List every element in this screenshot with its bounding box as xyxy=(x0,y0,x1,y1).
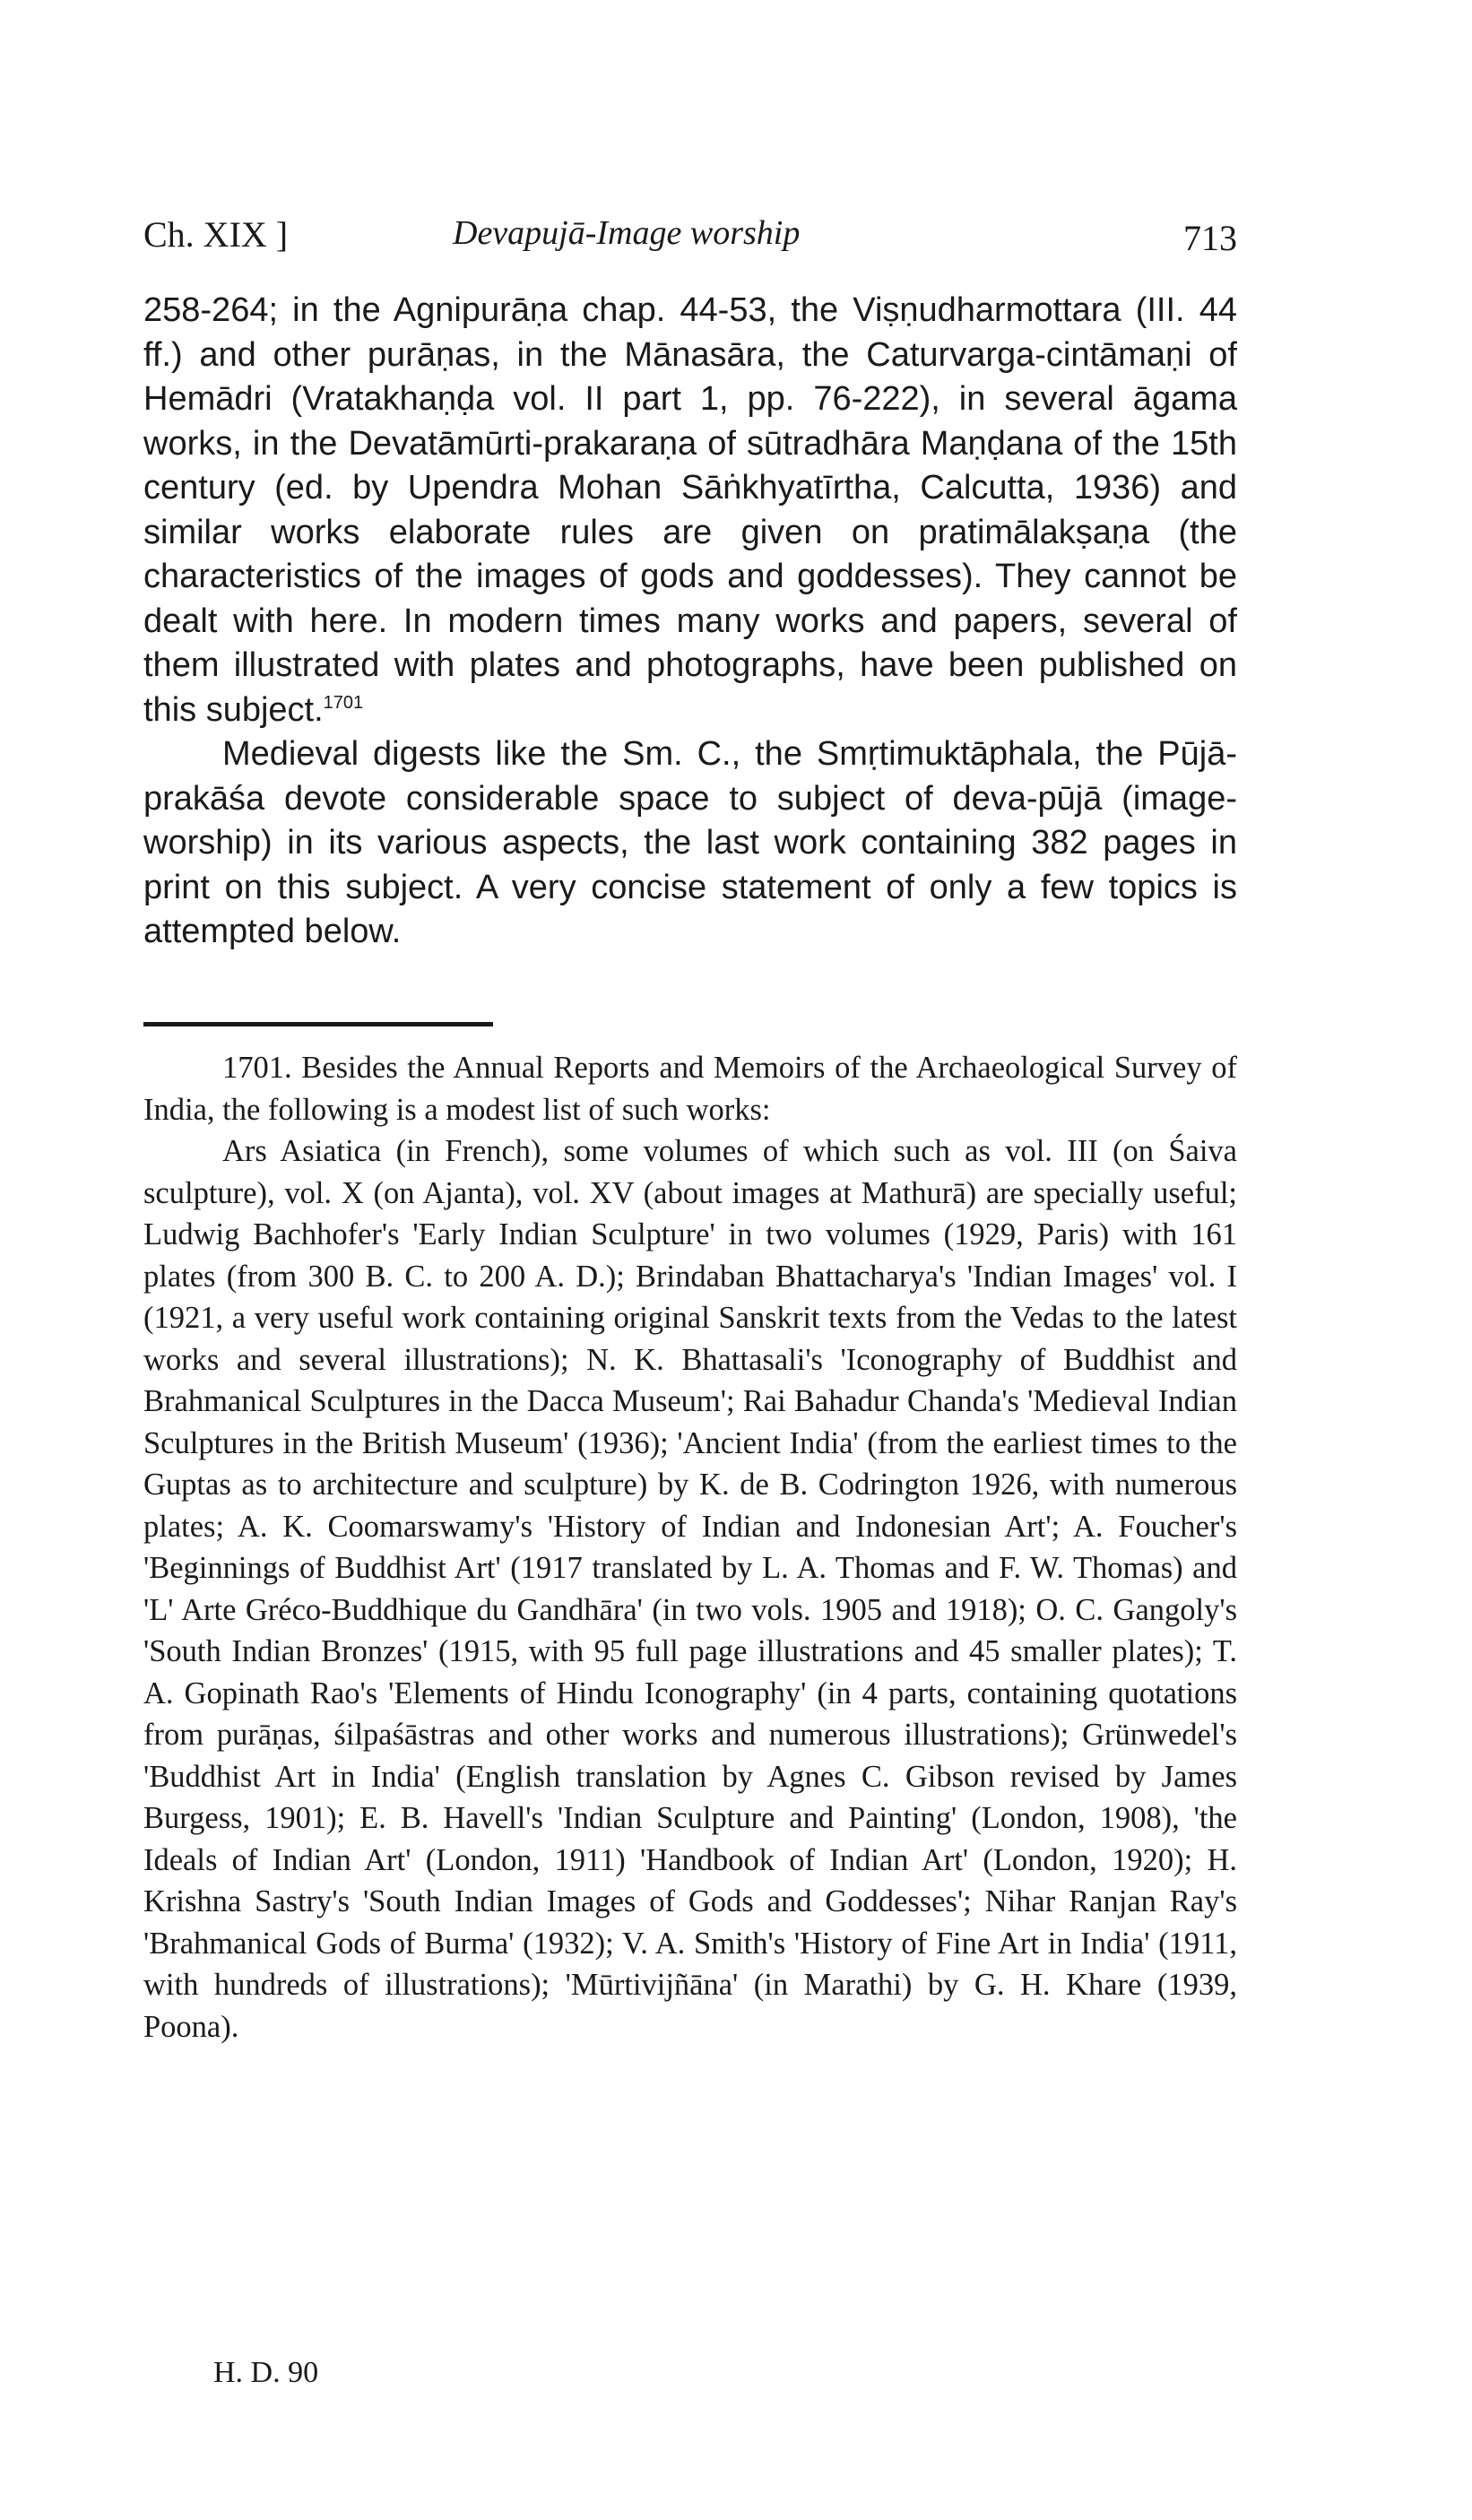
body-paragraph-text: 258-264; in the Agnipurāṇa chap. 44-53, the Viṣṇudharmottara (III. 44 ff.) and other purāṇas, in the Mānasāra, the Caturvarga-cintāmaṇi of Hemādri (Vratakhaṇḍa vol. II part 1, pp. 76-222), in several āgama works, in the Devatāmūrti-prakaraṇa of sūtradhāra Maṇḍana of the 15th century (ed. by Upendra Mohan Sāṅkhyatīrtha, Calcutta, 1936) and similar works elaborate rules are given on pratimālakṣaṇa (the characteristics of the images of gods and goddesses). They cannot be dealt with here. In modern times many works and papers, several of them illustrated with plates and photographs, have been published on this subject. xyxy=(143,291,1237,729)
signature-mark: H. D. 90 xyxy=(213,2356,319,2389)
footnote-bibliography: Ars Asiatica (in French), some volumes of which such as vol. III (on Śaiva sculpture), vol. X (on Ajanta), vol. XV (about images at Mathurā) are specially useful; Ludwig Bachhofer's 'Early Indian Sculpture' in two volumes (1929, Paris) with 161 plates (from 300 B. C. to 200 A. D.); Brindaban Bhattacharya's 'Indian Images' vol. I (1921, a very useful work containing original Sanskrit texts from the Vedas to the latest works and several illustrations); N. K. Bhattasali's 'Iconography of Buddhist and Brahmanical Sculptures in the Dacca Museum'; Rai Bahadur Chanda's 'Medieval Indian Sculptures in the British Museum' (1936); 'Ancient India' (from the earliest times to the Guptas as to architecture and sculpture) by K. de B. Codrington 1926, with numerous plates; A. K. Coomarswamy's 'History of Indian and Indonesian Art'; A. Foucher's 'Beginnings of Buddhist Art' (1917 translated by L. A. Thomas and F. W. Thomas) and 'L' Arte Gréco-Buddhique du Gandhāra' (in two vols. 1905 and 1918); O. C. Gangoly's 'South Indian Bronzes' (1915, with 95 full page illustrations and 45 smaller plates); T. A. Gopinath Rao's 'Elements of Hindu Iconography' (in 4 parts, containing quotations from purāṇas, śilpaśāstras and other works and numerous illustrations); Grünwedel's 'Buddhist Art in India' (English translation by Agnes C. Gibson revised by James Burgess, 1901); E. B. Havell's 'Indian Sculpture and Painting' (London, 1908), 'the Ideals of Indian Art' (London, 1911) 'Handbook of Indian Art' (London, 1920); H. Krishna Sastry's 'South Indian Images of Gods and Goddesses'; Nihar Ranjan Ray's 'Brahmanical Gods of Burma' (1932); V. A. Smith's 'History of Fine Art in India' (1911, with hundreds of illustrations); 'Mūrtivijñāna' (in Marathi) by G. H. Khare (1939, Poona). xyxy=(143,1134,1237,2044)
body-paragraph: Medieval digests like the Sm. C., the Smṛtimuktāphala, the Pūjā-prakāśa devote considerable space to subject of deva-pūjā (image-worship) in its various aspects, the last work containing 382 pages in print on this subject. A very concise statement of only a few topics is attempted below. xyxy=(143,735,1237,950)
running-head xyxy=(143,213,1237,267)
main-text xyxy=(143,289,1237,955)
footnote-separator-rule xyxy=(143,1022,493,1026)
footnotes xyxy=(143,1047,1237,2048)
page-number: 713 xyxy=(1183,218,1237,258)
running-title: Devapujā-Image worship xyxy=(453,214,801,252)
chapter-label: Ch. XIX ] xyxy=(143,214,289,255)
footnote-intro: 1701. Besides the Annual Reports and Memoirs of the Archaeological Survey of India, the following is a modest list of such works: xyxy=(143,1051,1237,1127)
body-paragraph xyxy=(143,289,1237,732)
footnote-reference: 1701 xyxy=(323,692,364,713)
